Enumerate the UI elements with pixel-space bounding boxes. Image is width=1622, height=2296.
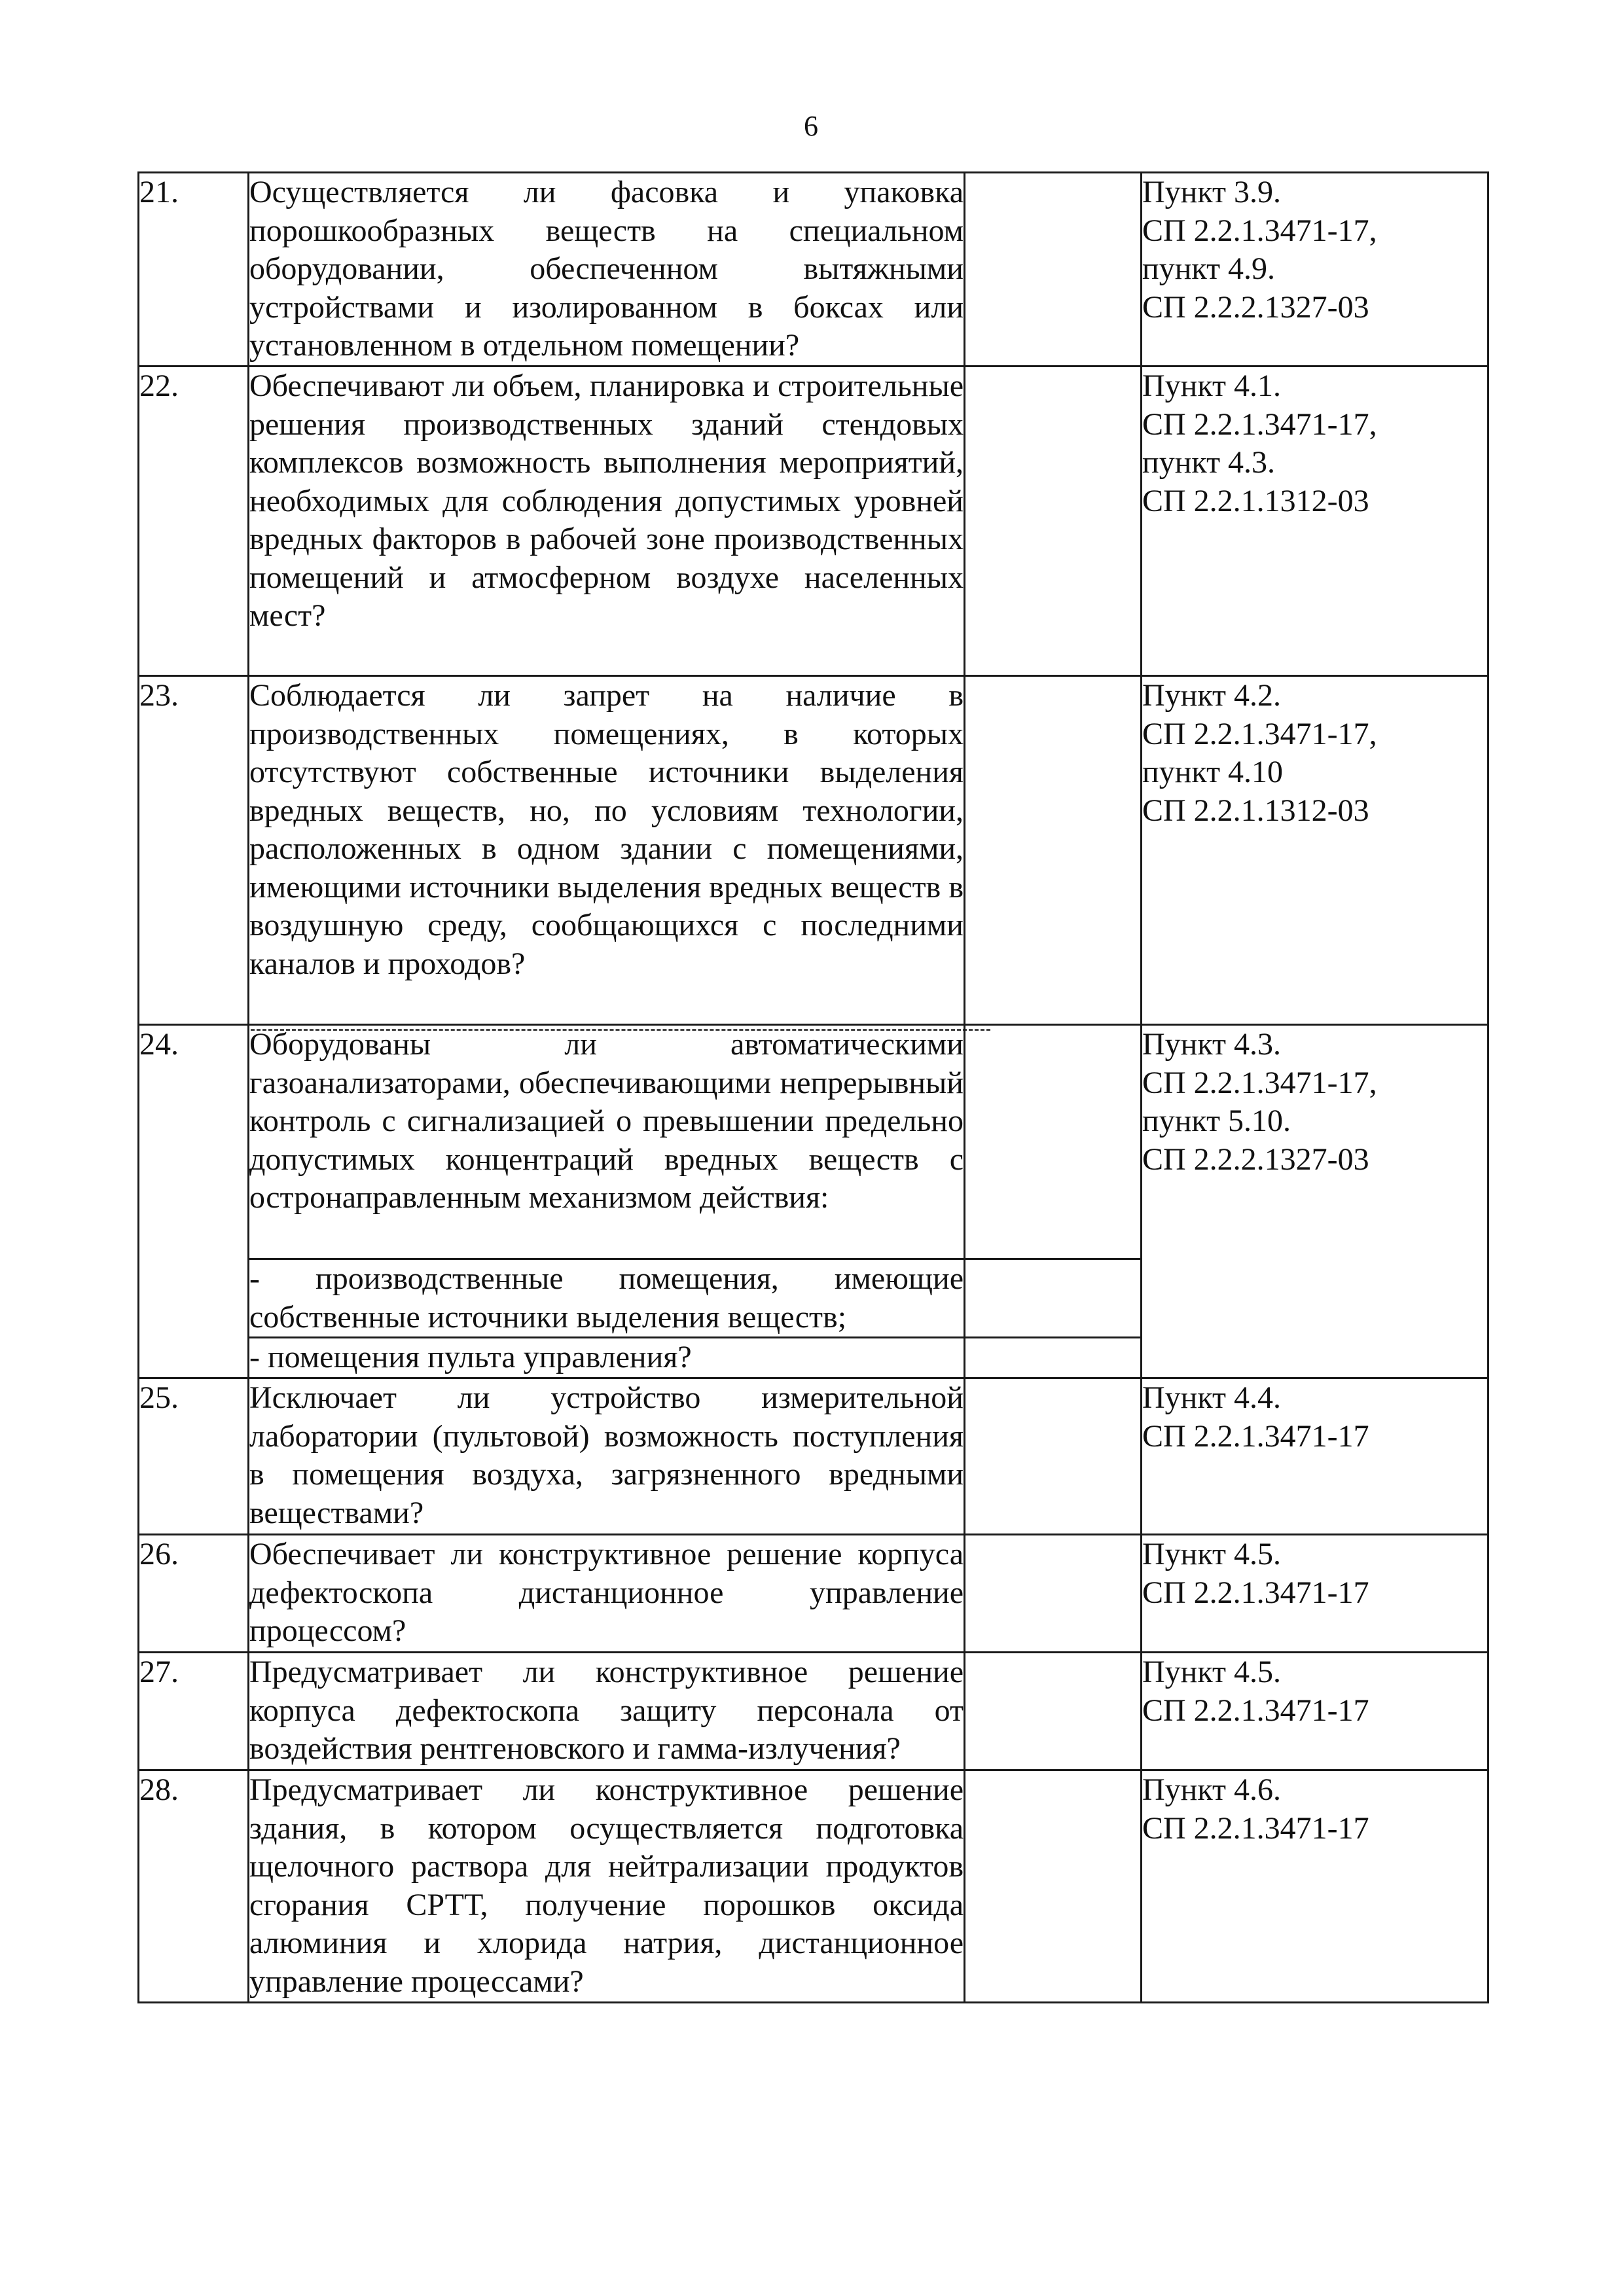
reference-line: СП 2.2.1.3471-17 — [1142, 1575, 1369, 1610]
reference-line: СП 2.2.1.3471-17, — [1142, 716, 1377, 751]
table-row — [139, 367, 1488, 676]
reference-line: СП 2.2.1.1312-03 — [1142, 793, 1369, 828]
table-row — [139, 1378, 1488, 1535]
table-row — [139, 1770, 1488, 2003]
reference-cell — [1142, 1653, 1488, 1770]
question-text: Предусматривает ли конструктивное решение здания, в котором осуществляется подготовка щелочного раствора для нейтрализации продуктов сгорания СРТТ, получение порошков оксида алюминия и хлорида натрия, дистанционное управление процессами? — [249, 1770, 965, 2003]
checklist-table — [137, 171, 1489, 2003]
reference-line: СП 2.2.1.3471-17 — [1142, 1418, 1369, 1454]
row-number: 21. — [139, 173, 249, 367]
table-row — [139, 676, 1488, 1025]
reference-line: СП 2.2.1.3471-17 — [1142, 1693, 1369, 1728]
row-number: 23. — [139, 676, 249, 1025]
answer-cell[interactable] — [965, 1259, 1142, 1338]
row-number: 25. — [139, 1378, 249, 1535]
reference-line: СП 2.2.1.3471-17, — [1142, 213, 1377, 248]
answer-cell[interactable] — [965, 1653, 1142, 1770]
row-number: 24. — [139, 1025, 249, 1378]
row-number: 27. — [139, 1653, 249, 1770]
reference-line: Пункт 4.1. — [1142, 368, 1282, 403]
table-row — [139, 1653, 1488, 1770]
reference-cell — [1142, 173, 1488, 367]
reference-line: Пункт 4.6. — [1142, 1772, 1282, 1807]
question-text: Обеспечивают ли объем, планировка и строительные решения производственных зданий стендовых комплексов возможность выполнения мероприятий, необходимых для соблюдения допустимых уровней вредных факторов в рабочей зоне производственных помещений и атмосферном воздухе населенных мест? — [249, 367, 965, 676]
reference-line: пункт 4.3. — [1142, 445, 1276, 480]
reference-line: пункт 4.9. — [1142, 251, 1276, 286]
reference-line: Пункт 4.5. — [1142, 1537, 1282, 1571]
answer-cell[interactable] — [965, 1378, 1142, 1535]
answer-cell[interactable] — [965, 1535, 1142, 1653]
row-number: 26. — [139, 1535, 249, 1653]
reference-line: Пункт 4.2. — [1142, 678, 1282, 713]
reference-cell — [1142, 1770, 1488, 2003]
question-text: Обеспечивает ли конструктивное решение корпуса дефектоскопа дистанционное управление процессом? — [249, 1535, 965, 1653]
reference-cell — [1142, 1378, 1488, 1535]
sub-item-text: - помещения пульта управления? — [249, 1338, 965, 1378]
answer-cell[interactable] — [965, 1025, 1142, 1259]
reference-line: СП 2.2.2.1327-03 — [1142, 289, 1369, 325]
question-text: Предусматривает ли конструктивное решение корпуса дефектоскопа защиту персонала от воздействия рентгеновского и гамма-излучения? — [249, 1653, 965, 1770]
page-number: 6 — [804, 110, 818, 142]
reference-line: пункт 4.10 — [1142, 755, 1284, 789]
table-row — [139, 1025, 1488, 1259]
answer-cell[interactable] — [965, 367, 1142, 676]
table-row — [139, 1535, 1488, 1653]
question-text: Оборудованы ли автоматическими газоанализаторами, обеспечивающими непрерывный контроль с сигнализацией о превышении предельно допустимых концентраций вредных веществ с остронаправленным механизмом действия: — [249, 1025, 965, 1259]
reference-line: СП 2.2.1.3471-17 — [1142, 1810, 1369, 1846]
reference-line: пункт 5.10. — [1142, 1103, 1291, 1138]
reference-line: Пункт 4.3. — [1142, 1027, 1282, 1062]
answer-cell[interactable] — [965, 173, 1142, 367]
reference-line: СП 2.2.2.1327-03 — [1142, 1141, 1369, 1177]
reference-line: Пункт 4.4. — [1142, 1380, 1282, 1415]
row-number: 22. — [139, 367, 249, 676]
reference-cell — [1142, 676, 1488, 1025]
table-row — [139, 173, 1488, 367]
row-number: 28. — [139, 1770, 249, 2003]
question-text: Осуществляется ли фасовка и упаковка порошкообразных веществ на специальном оборудовании, обеспеченном вытяжными устройствами и изолированном в боксах или установленном в отдельном помещении? — [249, 173, 965, 367]
question-text: Исключает ли устройство измерительной лаборатории (пультовой) возможность поступления в помещения воздуха, загрязненного вредными веществами? — [249, 1378, 965, 1535]
answer-cell[interactable] — [965, 1770, 1142, 2003]
answer-cell[interactable] — [965, 1338, 1142, 1378]
reference-cell — [1142, 1535, 1488, 1653]
reference-cell — [1142, 367, 1488, 676]
question-text: Соблюдается ли запрет на наличие в производственных помещениях, в которых отсутствуют собственные источники выделения вредных веществ, но, по условиям технологии, расположенных в одном здании с помещениями, имеющими источники выделения вредных веществ в воздушную среду, сообщающихся с последними каналов и проходов? — [249, 676, 965, 1025]
reference-line: СП 2.2.1.3471-17, — [1142, 406, 1377, 442]
reference-line: Пункт 3.9. — [1142, 175, 1282, 209]
sub-item-text: - производственные помещения, имеющие собственные источники выделения веществ; — [249, 1259, 965, 1338]
reference-line: Пункт 4.5. — [1142, 1655, 1282, 1689]
reference-line: СП 2.2.1.1312-03 — [1142, 483, 1369, 518]
reference-cell — [1142, 1025, 1488, 1378]
answer-cell[interactable] — [965, 676, 1142, 1025]
reference-line: СП 2.2.1.3471-17, — [1142, 1065, 1377, 1100]
